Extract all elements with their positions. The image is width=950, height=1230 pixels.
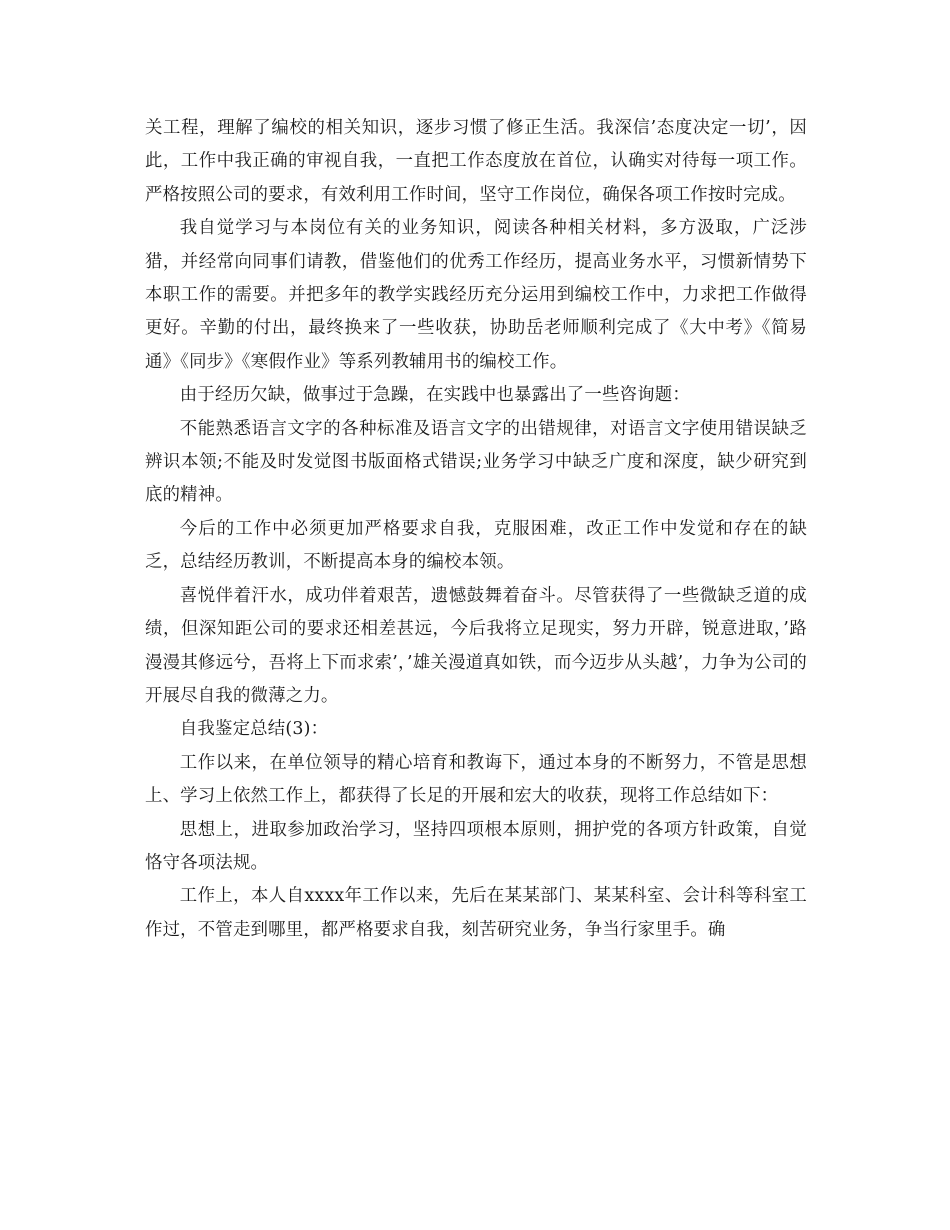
paragraph-6: 喜悦伴着汗水，成功伴着艰苦，遗憾鼓舞着奋斗。尽管获得了一些微缺乏道的成绩，但深知距公司的要求还相差甚远，今后我将立足现实，努力开辟，锐意进取，’路漫漫其修远兮，吾将上下而求索’，’雄关漫道真如铁，而今迈步从头越’，力争为公司的开展尽自我的微薄之力。 [145,585,807,706]
paragraph-1: 关工程，理解了编校的相关知识，逐步习惯了修正生活。我深信’态度决定一切’，因此，工作中我正确的审视自我，一直把工作态度放在首位，认确实对待每一项工作。严格按照公司的要求，有效利用工作时间，坚守工作岗位，确保各项工作按时完成。 [145,118,807,205]
document-body [145,112,807,947]
paragraph-8: 思想上，进取参加政治学习，坚持四项根本原则，拥护党的各项方针政策，自觉恪守各项法规。 [145,819,807,873]
section-heading: 自我鉴定总结(3)： [179,719,329,740]
paragraph-7: 工作以来，在单位领导的精心培育和教诲下，通过本身的不断努力，不管是思想上、学习上依然工作上，都获得了长足的开展和宏大的收获，现将工作总结如下： [145,752,807,807]
paragraph-9: 工作上，本人自xxxx年工作以来，先后在某某部门、某某科室、会计科等科室工作过，不管走到哪里，都严格要求自我，刻苦研究业务，争当行家里手。确 [145,886,807,940]
paragraph-3: 由于经历欠缺，做事过于急躁，在实践中也暴露出了一些咨询题： [179,385,690,406]
paragraph-5: 今后的工作中必须更加严格要求自我，克服困难，改正工作中发觉和存在的缺乏，总结经历教训，不断提高本身的编校本领。 [145,518,807,573]
paragraph-4: 不能熟悉语言文字的各种标准及语言文字的出错规律，对语言文字使用错误缺乏辨识本领;不能及时发觉图书版面格式错误;业务学习中缺乏广度和深度，缺少研究到底的精神。 [145,418,807,506]
paragraph-2: 我自觉学习与本岗位有关的业务知识，阅读各种相关材料，多方汲取，广泛涉猎，并经常向同事们请教，借鉴他们的优秀工作经历，提高业务水平，习惯新情势下本职工作的需要。并把多年的教学实践经历充分运用到编校工作中，力求把工作做得更好。辛勤的付出，最终换来了一些收获，协助岳老师顺利完成了《大中考》《简易通》《同步》《寒假作业》等系列教辅用书的编校工作。 [145,218,807,372]
